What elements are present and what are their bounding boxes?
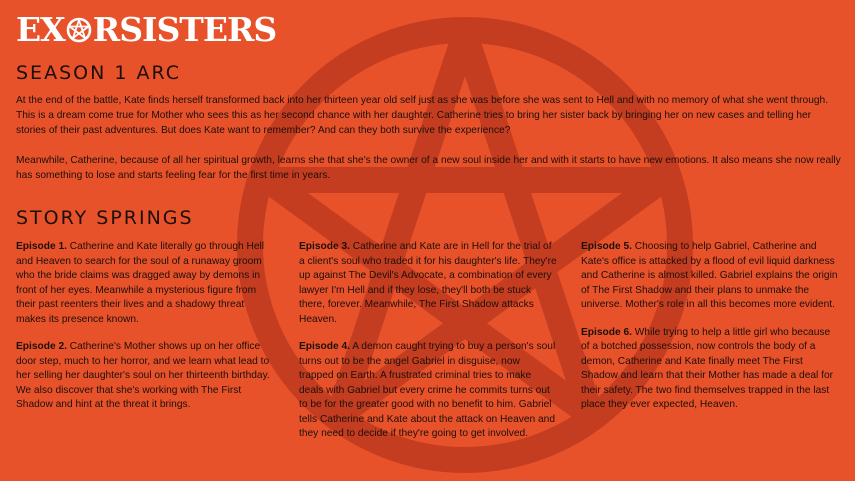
season-paragraph-1: At the end of the battle, Kate finds herself transformed back into her thirteen year old self just as she was before she was sent to Hell and with no memory of what she went through. This is a dream come true for Mother who sees this as her second chance with her daughter. Catherine tries to bring her sister back by bringing her on new cases and telling her stories of their past adventures. But does Kate want to remember? And can they both survive the experience? — [16, 95, 829, 136]
season-heading: SEASON 1 ARC — [16, 62, 181, 84]
episode-5 — [581, 240, 839, 313]
episode-label: Episode 3. — [299, 241, 350, 252]
logo-text-start: EX — [16, 10, 65, 49]
episodes-column-1 — [16, 240, 274, 426]
episode-text: Catherine and Kate literally go through Hell and Heaven to search for the soul of a runaway groom who the bride claims was dragged away by demons in front of her eyes. Meanwhile a mysterious figure from their past reenters their lives and a shadowy threat makes its presence known. — [16, 241, 265, 325]
season-paragraph-2: Meanwhile, Catherine, because of all her spiritual growth, learns she that she's the owner of a new soul inside her and with it starts to have new emotions. It also means she now really has something to lose and starts feeling fear for the first time in years. — [16, 155, 841, 181]
episode-text: Catherine's Mother shows up on her office door step, much to her horror, and we learn what lead to her selling her daughter's soul on her thirteenth birthday. We also discover that she's working with The First Shadow and hint at the threat it brings. — [16, 341, 270, 410]
episode-6 — [581, 326, 839, 413]
episode-text: Choosing to help Gabriel, Catherine and Kate's office is attacked by a flood of evil liquid darkness and Catherine is almost killed. Gabriel explains the origin of The First Shadow and their plans to unmake the universe. Mother's role in all this becomes more evident. — [581, 241, 838, 310]
episodes-column-2 — [299, 240, 557, 455]
episode-label: Episode 4. — [299, 341, 350, 352]
exorsisters-logo — [16, 10, 276, 50]
episode-label: Episode 1. — [16, 241, 67, 252]
story-springs-heading: STORY SPRINGS — [16, 207, 194, 229]
episode-label: Episode 6. — [581, 326, 632, 338]
episode-1 — [16, 240, 274, 327]
episode-text: Catherine and Kate are in Hell for the trial of a client's soul who traded it for his daughter's life. They're up against The Devil's Advocate, a combination of every lawyer I'm Hell and if they lose, they'll both be stuck there, forever. Meanwhile, The First Shadow attacks Heaven. — [299, 241, 557, 325]
episode-text: A demon caught trying to buy a person's soul turns out to be the angel Gabriel in disguise, now trapped on Earth. A frustrated criminal tries to make deals with Gabriel but every crime he commits turns out to be for the greater good with no benefit to him. Gabriel tells Catherine and Kate about the attack on Heaven and they need to decide if they're going to get involved. — [299, 341, 556, 439]
logo-text-end: RSISTERS — [92, 10, 277, 49]
episode-label: Episode 5. — [581, 241, 632, 252]
episode-3 — [299, 240, 557, 327]
episode-label: Episode 2. — [16, 341, 67, 352]
pentagram-logo-icon — [66, 17, 92, 43]
episode-2 — [16, 340, 274, 413]
episodes-column-3 — [581, 240, 839, 426]
episode-4 — [299, 340, 557, 442]
episode-text: While trying to help a little girl who because of a botched possession, now controls the body of a demon, Catherine and Kate finally meet The First Shadow and learn that their Mother has made a deal for their safety. The two find themselves trapped in the last place they ever expected, Heaven. — [581, 326, 834, 410]
